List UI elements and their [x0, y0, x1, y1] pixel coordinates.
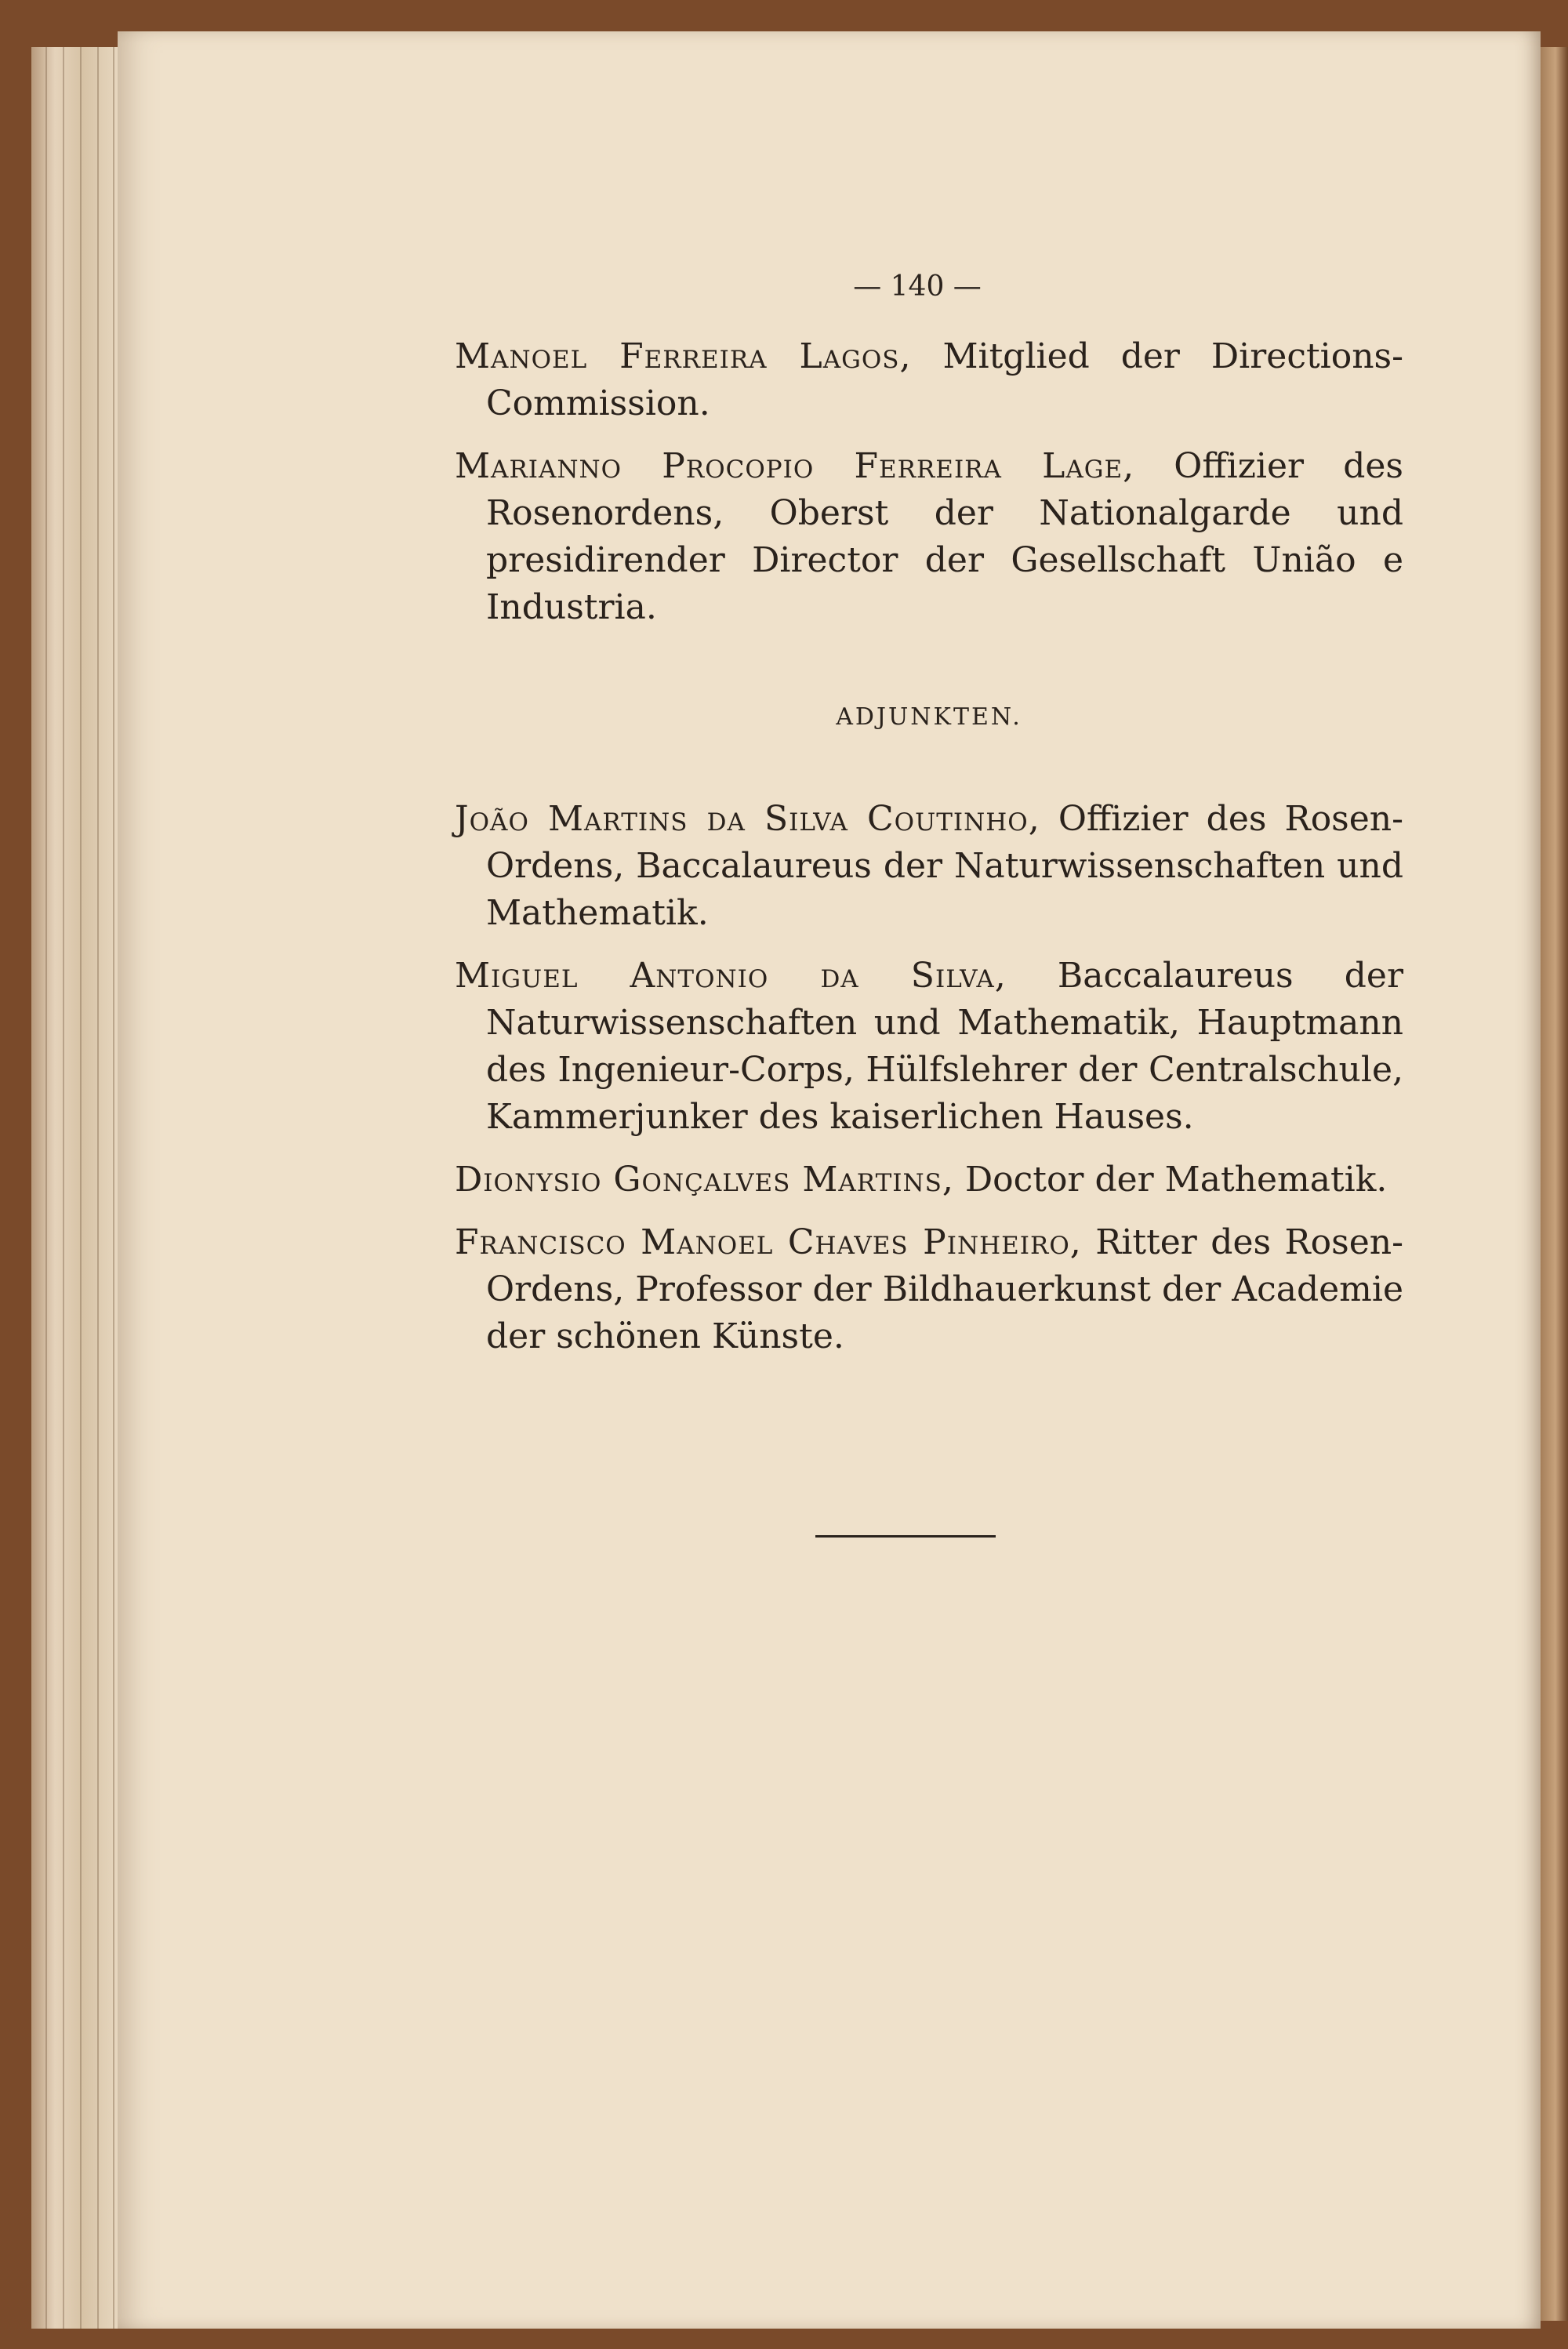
page-number: — 140 — — [853, 270, 982, 303]
page-body — [455, 259, 1403, 1376]
book-page-edges — [31, 47, 125, 2329]
entry-text: Offizier des Rosenordens, Oberst der Nationalgarde und presidirender Director der Gesellschaft União e Industria. — [486, 446, 1403, 627]
entry-name: Miguel Antonio da Silva, — [455, 956, 1007, 996]
entry-miguel — [455, 953, 1403, 1141]
entry-lagos — [455, 333, 1403, 427]
closing-rule — [815, 1535, 996, 1538]
entry-name: Manoel Ferreira Lagos, — [455, 336, 912, 376]
entry-name: Marianno Procopio Ferreira Lage, — [455, 446, 1135, 486]
entry-text: Offizier des Rosen-Ordens, Baccalaureus der Naturwissenschaften und Mathematik. — [486, 799, 1404, 933]
entry-name: Francisco Manoel Chaves Pinheiro, — [455, 1222, 1082, 1262]
facing-page-edge — [1537, 47, 1568, 2321]
entry-text: Doctor der Mathematik. — [953, 1160, 1388, 1200]
entry-text: Mitglied der Directions-Commission. — [486, 336, 1403, 423]
entry-name: João Martins da Silva Coutinho, — [455, 799, 1040, 839]
entry-lage — [455, 443, 1403, 631]
entry-dionysio — [455, 1156, 1403, 1204]
section-heading: ADJUNKTEN. — [836, 703, 1022, 731]
entry-pinheiro — [455, 1219, 1403, 1360]
entry-text: Ritter des Rosen-Ordens, Professor der Bildhauerkunst der Academie der schönen Künste. — [486, 1222, 1403, 1356]
entry-text: Baccalaureus der Naturwissenschaften und Mathematik, Hauptmann des Ingenieur-Corps, Hülfslehrer der Centralschule, Kammerjunker des kaiserlichen Hauses. — [486, 956, 1403, 1137]
entry-coutinho — [455, 796, 1403, 937]
entry-name: Dionysio Gonçalves Martins, — [455, 1160, 954, 1200]
